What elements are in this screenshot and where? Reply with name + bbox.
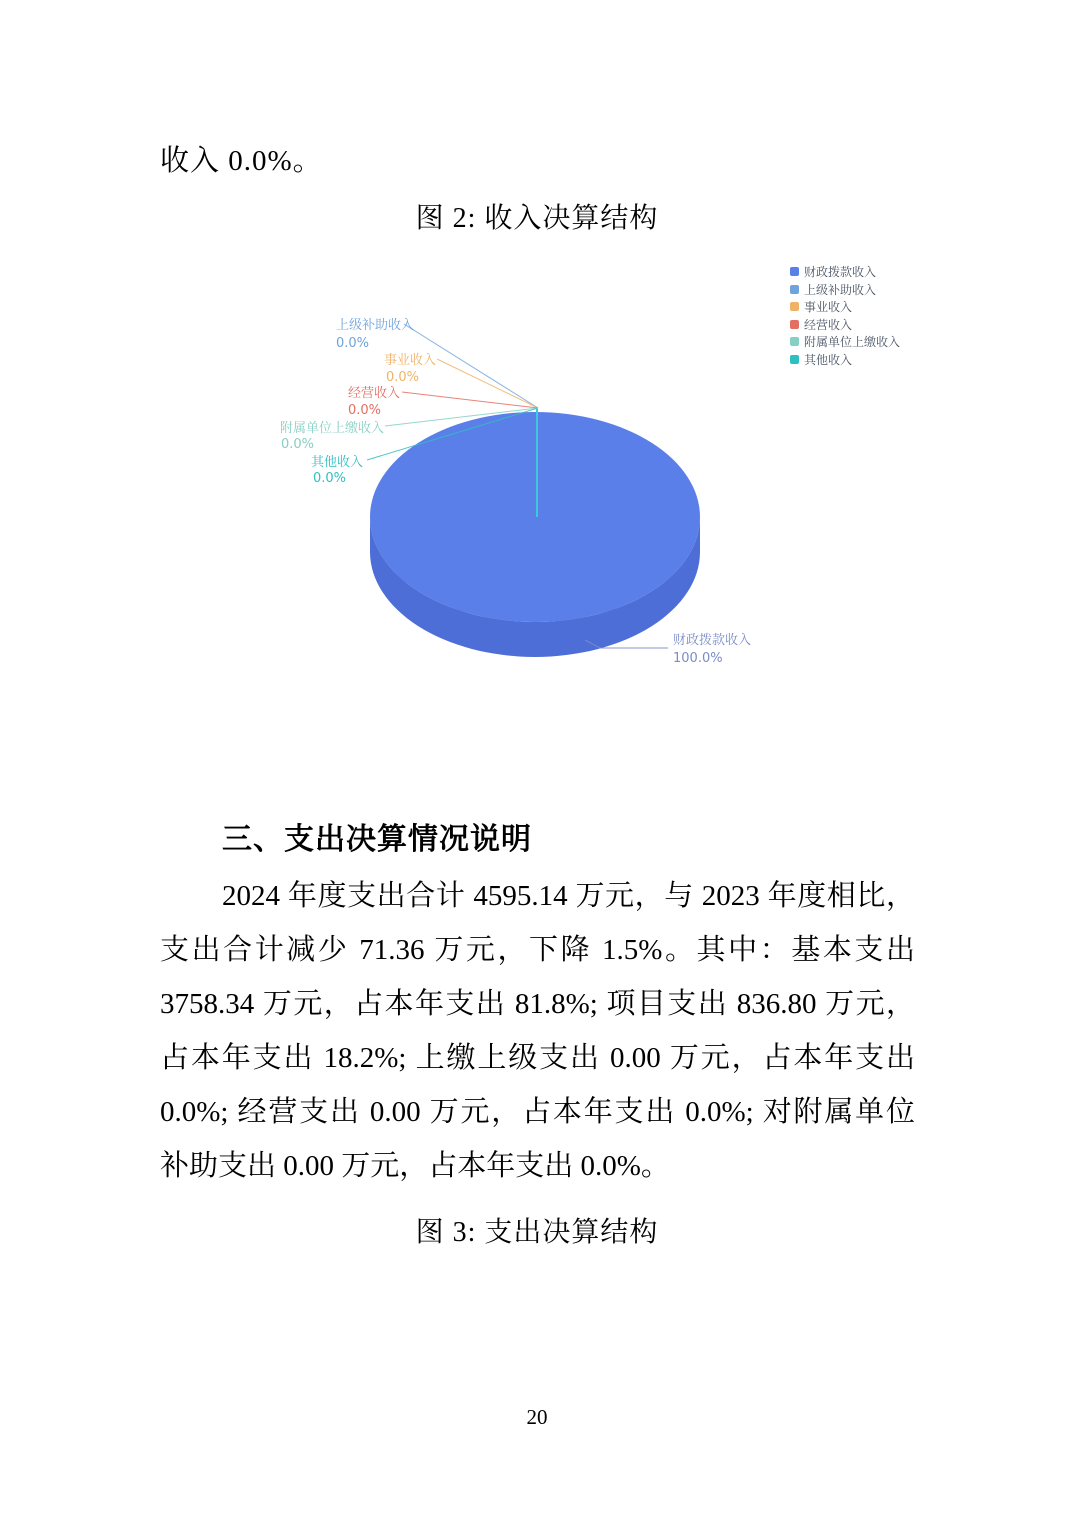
section3-heading: 三、支出决算情况说明 [222,823,532,856]
legend-label-shangji: 上级补助收入 [804,283,877,297]
legend-swatch-qita [790,355,799,364]
paragraph-line: 3758.34 万元，占本年支出 81.8%; 项目支出 836.80 万元， [160,988,915,1020]
legend-label-caizheng: 财政拨款收入 [804,265,877,279]
callout-pct-jingying: 0.0% [348,403,382,418]
paragraph-line: 占本年支出 18.2%; 上缴上级支出 0.00 万元，占本年支出 [160,1042,915,1074]
legend-swatch-fushu [790,337,799,346]
callout-label-shangji: 上级补助收入 [336,318,415,333]
page-number: 20 [526,1405,548,1429]
legend-swatch-caizheng [790,267,799,276]
callout-label-qita: 其他收入 [311,455,364,470]
callout-pct-caizheng: 100.0% [673,651,723,666]
paragraph-line: 2024 年度支出合计 4595.14 万元，与 2023 年度相比， [222,880,915,912]
callout-label-fushu: 附属单位上缴收入 [280,421,385,436]
callout-pct-shiye: 0.0% [386,370,420,385]
callout-label-shiye: 事业收入 [384,353,437,368]
chart-legend [790,264,900,367]
leader-line-shiye [437,359,538,408]
legend-label-fushu: 附属单位上缴收入 [804,335,901,349]
income-pie-chart [0,250,1074,710]
callout-shiye [384,352,538,408]
callout-pct-qita: 0.0% [313,471,347,486]
paragraph-line: 支出合计减少 71.36 万元，下降 1.5%。其中：基本支出 [160,934,915,966]
legend-swatch-jingying [790,320,799,329]
paragraph-line: 0.0%; 经营支出 0.00 万元，占本年支出 0.0%; 对附属单位 [160,1096,915,1128]
callout-pct-fushu: 0.0% [281,437,315,452]
section3-paragraph [160,869,915,1193]
callout-label-jingying: 经营收入 [348,386,401,401]
legend-label-qita: 其他收入 [804,353,853,367]
figure2-caption: 图 2: 收入决算结构 [415,203,659,234]
pie-chart-canvas [0,250,1074,710]
paragraph-line: 补助支出 0.00 万元，占本年支出 0.0%。 [160,1150,670,1182]
pie-top-surface [370,412,700,622]
legend-label-jingying: 经营收入 [804,318,853,332]
legend-swatch-shangji [790,285,799,294]
intro-line: 收入 0.0%。 [160,145,323,177]
callout-pct-shangji: 0.0% [336,336,370,351]
callout-label-caizheng: 财政拨款收入 [673,633,752,648]
figure3-caption: 图 3: 支出决算结构 [415,1217,659,1248]
legend-swatch-shiye [790,302,799,311]
leader-line-jingying [402,392,538,408]
legend-label-shiye: 事业收入 [804,300,853,314]
